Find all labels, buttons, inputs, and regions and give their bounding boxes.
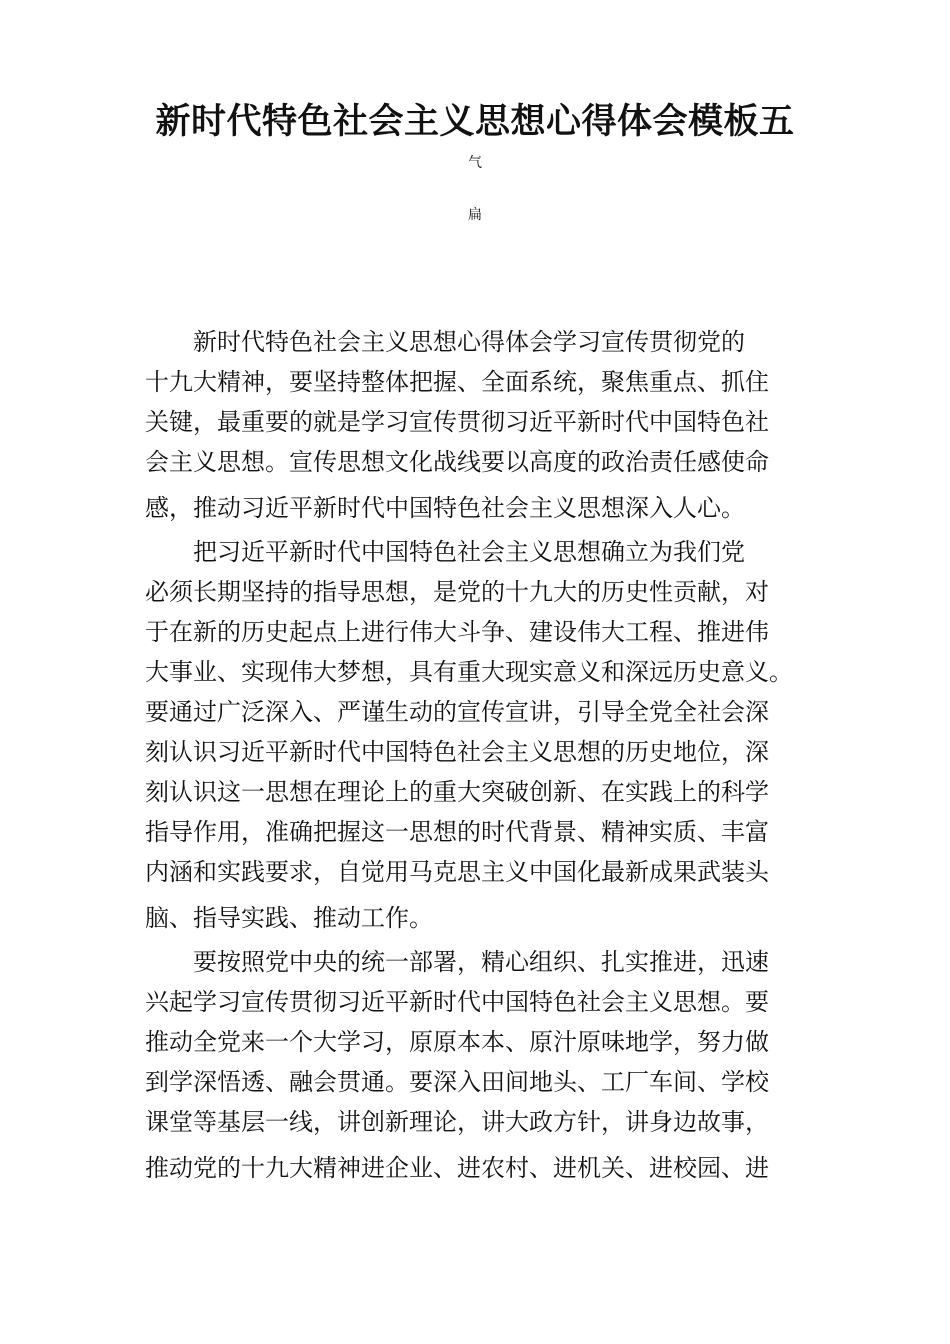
- text-line: 刻认识习近平新时代中国特色社会主义思想的历史地位，深: [145, 738, 769, 766]
- text-line: 要通过广泛深入、严谨生动的宣传宣讲，引导全党全社会深: [145, 698, 769, 726]
- subtitle-char-1: 气: [468, 155, 482, 171]
- text-line: 推动党的十九大精神进企业、进农村、进机关、进校园、进: [145, 1154, 769, 1182]
- document-title: 新时代特色社会主义思想心得体会模板五: [155, 102, 795, 142]
- text-line: 兴起学习宣传贯彻习近平新时代中国特色社会主义思想。要: [145, 988, 769, 1016]
- text-line: 要按照党中央的统一部署，精心组织、扎实推进，迅速: [193, 948, 769, 976]
- subtitle-char-2: 扁: [468, 207, 482, 223]
- text-line: 关键，最重要的就是学习宣传贯彻习近平新时代中国特色社: [145, 408, 769, 436]
- text-line: 必须长期坚持的指导思想，是党的十九大的历史性贡献，对: [145, 578, 769, 606]
- text-line: 刻认识这一思想在理论上的重大突破创新、在实践上的科学: [145, 778, 769, 806]
- paragraph-2: [145, 532, 807, 938]
- text-line: 于在新的历史起点上进行伟大斗争、建设伟大工程、推进伟: [145, 618, 769, 646]
- text-line: 内涵和实践要求，自觉用马克思主义中国化最新成果武装头: [145, 858, 769, 886]
- text-line: 十九大精神，要坚持整体把握、全面系统，聚焦重点、抓住: [145, 368, 769, 396]
- text-line: 指导作用，准确把握这一思想的时代背景、精神实质、丰富: [145, 818, 769, 846]
- text-line: 到学深悟透、融会贯通。要深入田间地头、工厂车间、学校: [145, 1068, 769, 1096]
- paragraph-3: [145, 942, 807, 1188]
- text-line: 新时代特色社会主义思想心得体会学习宣传贯彻党的: [193, 328, 745, 356]
- text-line: 感，推动习近平新时代中国特色社会主义思想深入人心。: [145, 494, 745, 522]
- paragraph-1: [145, 322, 807, 528]
- document-body: [145, 322, 807, 1192]
- text-line: 会主义思想。宣传思想文化战线要以高度的政治责任感使命: [145, 448, 769, 476]
- text-line: 把习近平新时代中国特色社会主义思想确立为我们党: [193, 538, 745, 566]
- text-line: 推动全党来一个大学习，原原本本、原汁原味地学，努力做: [145, 1028, 769, 1056]
- text-line: 课堂等基层一线，讲创新理论，讲大政方针，讲身边故事，: [145, 1108, 769, 1136]
- text-line: 大事业、实现伟大梦想，具有重大现实意义和深远历史意义。: [145, 658, 793, 686]
- text-line: 脑、指导实践、推动工作。: [145, 904, 433, 932]
